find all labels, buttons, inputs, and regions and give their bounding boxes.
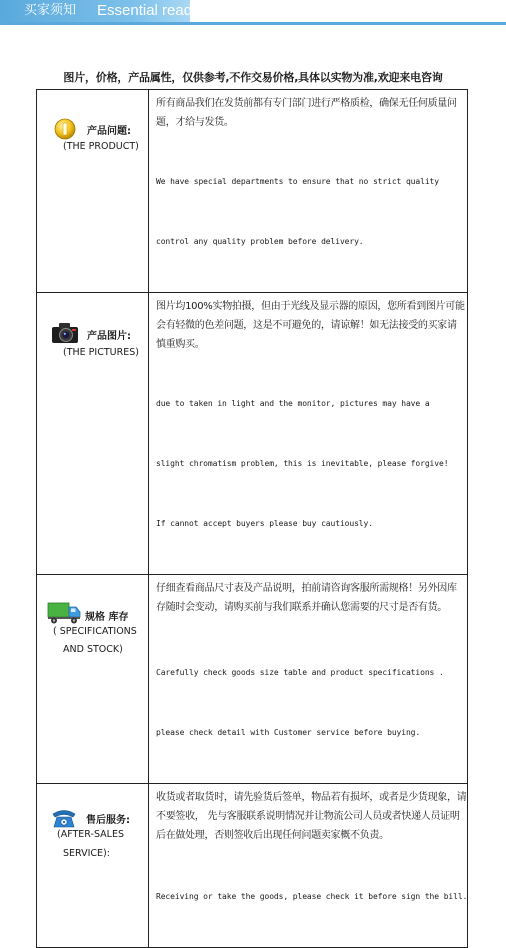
text-line: 慎重购买。 xyxy=(156,339,205,350)
row-text-en xyxy=(156,354,467,574)
header-divider xyxy=(0,22,506,25)
row-label-en: (AFTER-SALES xyxy=(57,829,124,840)
row-content-cell xyxy=(149,90,468,293)
text-line: 图片均100%实物拍摄，但由于光线及显示器的原因，您所看到图片可能 xyxy=(156,301,465,312)
row-label-cell xyxy=(37,90,149,293)
text-line: Receiving or take the goods, please check it before sign the bill. xyxy=(156,892,468,901)
info-coin-icon xyxy=(54,118,76,140)
row-label-cell xyxy=(37,293,149,575)
text-line: 存随时会变动，请购买前与我们联系并确认您需要的尺寸是否有货。 xyxy=(156,602,447,613)
text-line: 收货或者取货时，请先验货后签单，物品若有损坏，或者是少货现象，请 xyxy=(156,792,467,803)
row-label-cn: 产品问题: xyxy=(87,126,131,137)
text-line: 会有轻微的色差问题，这是不可避免的，请谅解！如无法接受的买家请 xyxy=(156,320,457,331)
row-label-en: (THE PICTURES) xyxy=(63,347,139,358)
delivery-truck-icon xyxy=(47,601,81,625)
header-title-en: Essential read xyxy=(97,2,193,19)
row-content-cell xyxy=(149,575,468,784)
text-line: due to taken in light and the monitor, pictures may have a xyxy=(156,399,430,408)
info-table xyxy=(36,89,468,948)
text-line: 不要签收， 先与客服联系说明情况并让物流公司人员或者快递人员证明 xyxy=(156,811,460,822)
header-title-cn: 买家须知 xyxy=(24,3,77,18)
row-text-cn xyxy=(156,297,467,354)
camera-icon xyxy=(51,322,79,344)
text-line: 所有商品我们在发货前都有专门部门进行严格质检，确保无任何质量问 xyxy=(156,98,457,109)
row-text-en xyxy=(156,623,467,783)
text-line: 题，才给与发货。 xyxy=(156,117,234,128)
row-label-en: AND STOCK) xyxy=(63,644,123,655)
notice-text: 图片，价格，产品属性，仅供参考,不作交易价格,具体以实物为准,欢迎来电咨询 xyxy=(63,71,443,84)
row-text-en xyxy=(156,847,467,947)
page-header xyxy=(0,0,506,26)
text-line: control any quality problem before delivery. xyxy=(156,237,364,246)
telephone-icon xyxy=(51,807,77,829)
row-text-en xyxy=(156,132,467,292)
row-label-en: ( SPECIFICATIONS xyxy=(53,626,137,637)
text-line: please check detail with Customer service before buying. xyxy=(156,728,421,737)
table-row-after-sales xyxy=(37,784,468,948)
text-line: 后在做处理，否则签收后出现任何问题卖家概不负责。 xyxy=(156,830,389,841)
text-line: 仔细查看商品尺寸表及产品说明，拍前请咨询客服所需规格！另外因库 xyxy=(156,583,457,594)
row-label-cell xyxy=(37,784,149,948)
row-text-cn xyxy=(156,788,467,845)
table-row-pictures xyxy=(37,293,468,575)
row-label-en: SERVICE): xyxy=(63,848,110,859)
row-label-en: (THE PRODUCT) xyxy=(63,141,139,152)
text-line: We have special departments to ensure that no strict quality xyxy=(156,177,439,186)
row-text-cn xyxy=(156,579,467,617)
row-label-cn: 售后服务: xyxy=(86,815,130,826)
row-content-cell xyxy=(149,784,468,948)
text-line: slight chromatism problem, this is inevitable, please forgive! xyxy=(156,459,449,468)
row-content-cell xyxy=(149,293,468,575)
table-row-specifications xyxy=(37,575,468,784)
row-label-cn: 规格 库存 xyxy=(85,612,129,623)
text-line: Carefully check goods size table and product specifications . xyxy=(156,668,444,677)
table-row-product xyxy=(37,90,468,293)
row-label-cell xyxy=(37,575,149,784)
row-text-cn xyxy=(156,94,467,132)
row-label-cn: 产品图片: xyxy=(87,331,131,342)
text-line: If cannot accept buyers please buy cautiously. xyxy=(156,519,373,528)
